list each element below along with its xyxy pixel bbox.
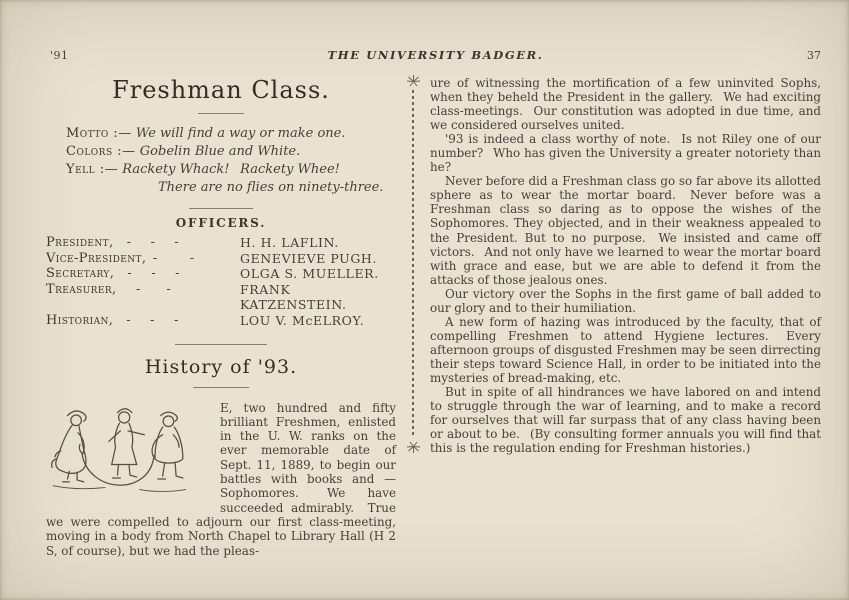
divider-rule xyxy=(193,387,249,388)
yell-line-2: There are no flies on ninety-three. xyxy=(158,180,384,195)
leader-dashes: - - - xyxy=(114,266,180,282)
officer-title: Secretary, xyxy=(46,266,115,282)
yell-value: Rackety Whack! Rackety Whee! xyxy=(122,162,340,177)
class-year-label: '91 xyxy=(50,49,69,62)
officer-name: OLGA S. MUELLER. xyxy=(240,266,379,282)
body-paragraph: ure of witnessing the mortification of a few uninvited Sophs, when they beheld the President in the gallery. We had exciting class-meetings. Our constitution was adopted in due time, and we considered ourselves united. xyxy=(430,76,821,133)
divider-rule xyxy=(175,344,267,345)
colors-line xyxy=(66,143,396,161)
body-paragraph: Never before did a Freshman class go so far above its allotted sphere as to wear the mortar board. Never before was a Freshman class so daring as to oppose the wishes of the Sophomores. They objected, and in their weakness appealed to the President. But to no purpose. We insisted and came off victors. And not only have we learned to wear the mortar board with grace and ease, but we are able to defend it from the attacks of those jealous ones. xyxy=(430,174,821,287)
left-column xyxy=(46,74,396,580)
body-paragraph: A new form of hazing was introduced by the faculty, that of compelling Freshmen to attend Hygiene lectures. Every afternoon groups of disgusted Freshmen may be seen dirrecting their steps toward Science Hall, in order to be initiated into the mysteries of bread-making, etc. xyxy=(430,314,821,385)
page-header xyxy=(50,48,821,62)
motto-label: Motto :— xyxy=(66,126,132,141)
colors-value: Gobelin Blue and White. xyxy=(139,144,301,159)
page-number: 37 xyxy=(807,49,821,62)
motto-value: We will find a way or make one. xyxy=(135,126,346,141)
officer-title: President, xyxy=(46,235,114,250)
officer-row-vice-president xyxy=(46,251,396,267)
page-body xyxy=(46,74,821,580)
leader-dashes: - - - xyxy=(113,235,179,250)
leader-dashes: - - xyxy=(146,250,195,266)
divider-rule xyxy=(189,208,253,209)
running-title: THE UNIVERSITY BADGER. xyxy=(327,48,544,62)
officer-title: Treasurer, xyxy=(46,281,117,297)
officers-list xyxy=(46,235,396,329)
yell-label: Yell :— xyxy=(66,162,119,177)
body-paragraph: Our victory over the Sophs in the first game of ball added to our glory and to their humiliation. xyxy=(430,286,821,315)
right-column xyxy=(430,74,821,580)
leader-dashes: - - xyxy=(116,281,171,297)
chapter-title: Freshman Class. xyxy=(112,76,330,104)
yell-line xyxy=(66,161,396,179)
colors-label: Colors :— xyxy=(66,144,136,159)
officer-name: LOU V. McELROY. xyxy=(240,312,365,328)
officer-title: Historian, xyxy=(46,312,114,328)
body-paragraph: But in spite of all hindrances we have labored on and intend to struggle through the war of learning, and to make a record for ourselves that will far surpass that of any class having been or about to be. (By consulting former annuals you will find that this is the regulation ending for Freshman histories.) xyxy=(430,385,821,456)
officer-name: GENEVIEVE PUGH. xyxy=(240,250,377,266)
officer-name: FRANK KATZENSTEIN. xyxy=(240,281,347,313)
motto-line xyxy=(66,125,396,143)
officers-heading: OFFICERS. xyxy=(175,216,267,230)
officer-title: Vice-President, xyxy=(46,250,147,266)
officer-row-secretary xyxy=(46,266,396,282)
history-text: E, two hundred and fifty brilliant Freshmen, enlisted in the U. W. ranks on the ever memorable date of Sept. 11, 1889, to begin our battles with books and — Sophomores. We have succeeded admirably. True we were compelled to adjourn our first class-meeting, moving in a body from North Chapel to Library Hall (H 2 S, of course), but we had the pleas- xyxy=(46,400,396,558)
motto-block xyxy=(46,125,396,197)
dotted-rule xyxy=(412,90,414,438)
history-paragraph xyxy=(46,401,396,558)
officer-row-president xyxy=(46,235,396,251)
column-divider xyxy=(396,74,430,580)
children-skipping-rope-illustration xyxy=(46,403,212,503)
officer-row-historian xyxy=(46,313,396,329)
body-paragraph: '93 is indeed a class worthy of note. Is not Riley one of our number? Who has given the University a greater notoriety than he? xyxy=(430,132,821,175)
officer-row-treasurer xyxy=(46,282,396,313)
fleuron-ornament-icon xyxy=(406,74,421,89)
leader-dashes: - - - xyxy=(113,312,179,328)
divider-rule xyxy=(198,113,244,114)
fleuron-ornament-icon xyxy=(406,439,421,454)
officer-name: H. H. LAFLIN. xyxy=(240,235,339,250)
history-heading: History of '93. xyxy=(144,355,298,378)
